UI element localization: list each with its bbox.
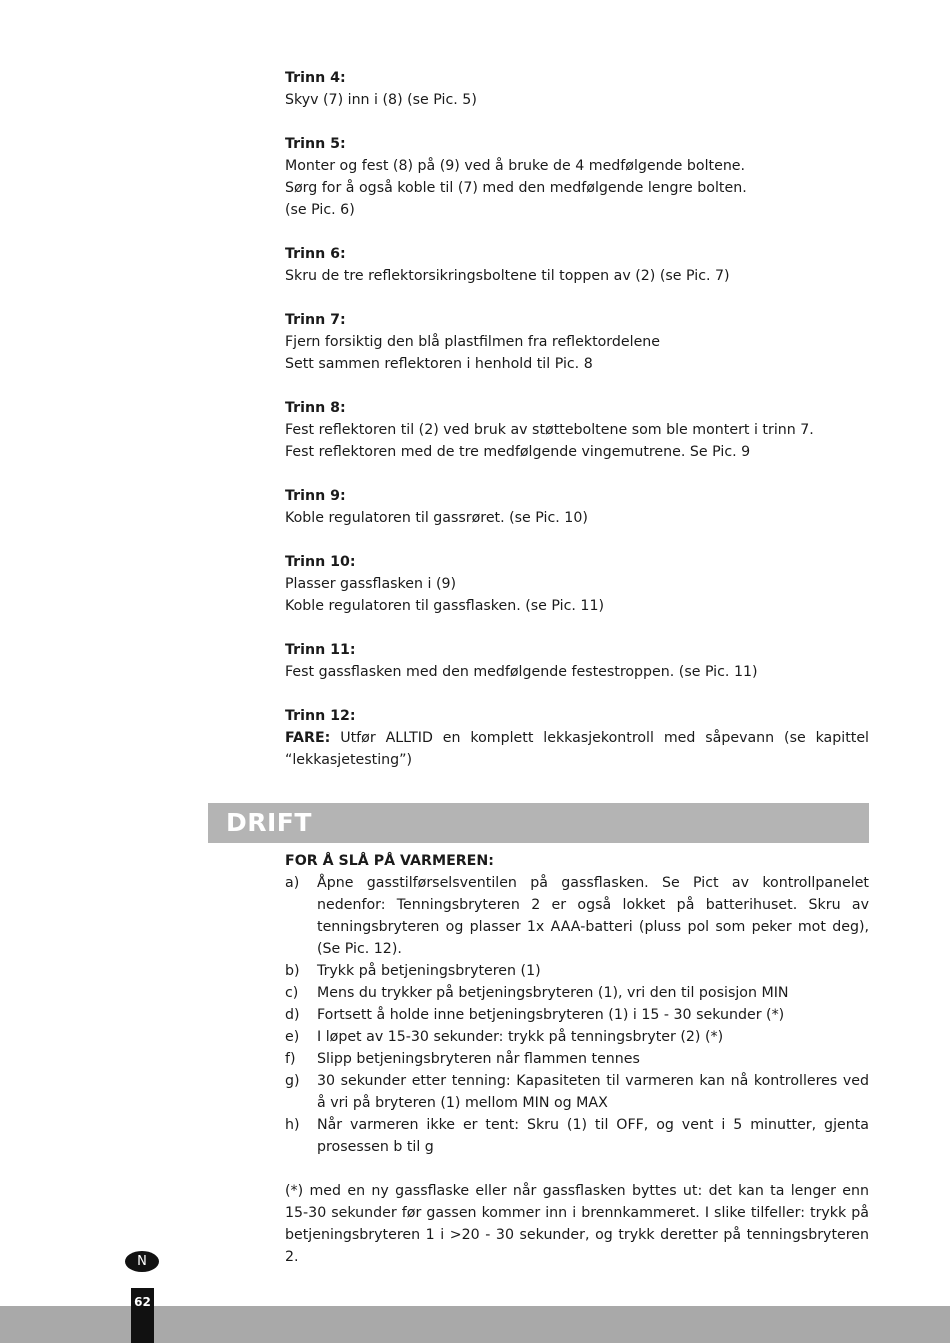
step-4 bbox=[285, 67, 869, 111]
step-title: Trinn 11: bbox=[285, 642, 356, 658]
step-line: Koble regulatoren til gassflasken. (se Pic. 11) bbox=[285, 598, 605, 614]
step-12 bbox=[285, 705, 869, 771]
step-title: Trinn 4: bbox=[285, 70, 346, 86]
step-title: Trinn 6: bbox=[285, 246, 346, 262]
list-text: Mens du trykker på betjeningsbryteren (1), vri den til posisjon MIN bbox=[317, 985, 789, 1001]
step-7 bbox=[285, 309, 869, 375]
danger-label: FARE: bbox=[285, 730, 331, 746]
list-key: c) bbox=[285, 985, 299, 1001]
step-10 bbox=[285, 551, 869, 617]
list-text: Fortsett å holde inne betjeningsbryteren (1) i 15 - 30 sekunder (*) bbox=[317, 1007, 785, 1023]
assembly-steps bbox=[285, 67, 869, 793]
step-line: Sett sammen reflektoren i henhold til Pic. 8 bbox=[285, 356, 593, 372]
step-line: Fjern forsiktig den blå plastfilmen fra reflektordelene bbox=[285, 334, 661, 350]
step-title: Trinn 8: bbox=[285, 400, 346, 416]
list-key: e) bbox=[285, 1029, 300, 1045]
list-key: a) bbox=[285, 875, 300, 891]
step-line: Skyv (7) inn i (8) (se Pic. 5) bbox=[285, 92, 477, 108]
language-badge: N bbox=[125, 1251, 159, 1272]
step-title: Trinn 5: bbox=[285, 136, 346, 152]
operation-section bbox=[285, 850, 869, 1268]
list-text: 30 sekunder etter tenning: Kapasiteten til varmeren kan nå kontrolleres ved å vri på bryteren (1) mellom MIN og MAX bbox=[317, 1073, 869, 1111]
list-key: d) bbox=[285, 1007, 300, 1023]
step-9 bbox=[285, 485, 869, 529]
step-line: Skru de tre reflektorsikringsboltene til toppen av (2) (se Pic. 7) bbox=[285, 268, 730, 284]
list-item bbox=[285, 1114, 869, 1158]
step-line: Koble regulatoren til gassrøret. (se Pic. 10) bbox=[285, 510, 588, 526]
step-8 bbox=[285, 397, 869, 463]
section-banner bbox=[208, 803, 869, 843]
page-number: 62 bbox=[131, 1288, 154, 1343]
list-item bbox=[285, 1048, 869, 1070]
step-title: Trinn 10: bbox=[285, 554, 356, 570]
list-item bbox=[285, 1004, 869, 1026]
step-line: Monter og fest (8) på (9) ved å bruke de 4 medfølgende boltene. bbox=[285, 158, 746, 174]
step-line: (se Pic. 6) bbox=[285, 202, 355, 218]
list-text: Når varmeren ikke er tent: Skru (1) til OFF, og vent i 5 minutter, gjenta prosessen b til g bbox=[317, 1117, 869, 1155]
list-item bbox=[285, 1070, 869, 1114]
step-11 bbox=[285, 639, 869, 683]
operation-note: (*) med en ny gassflaske eller når gassflasken byttes ut: det kan ta lenger enn 15-30 sekunder før gassen kommer inn i brennkammeret. I slike tilfeller: trykk på betjeningsbryteren 1 i >20 - 30 sekunder, og trykk deretter på tenningsbryteren 2. bbox=[285, 1183, 869, 1265]
list-text: I løpet av 15-30 sekunder: trykk på tenningsbryter (2) (*) bbox=[317, 1029, 724, 1045]
operation-heading: FOR Å SLÅ PÅ VARMEREN: bbox=[285, 853, 494, 869]
list-text: Slipp betjeningsbryteren når flammen tennes bbox=[317, 1051, 640, 1067]
step-line: Sørg for å også koble til (7) med den medfølgende lengre bolten. bbox=[285, 180, 747, 196]
list-item bbox=[285, 982, 869, 1004]
list-key: h) bbox=[285, 1117, 300, 1133]
danger-warning bbox=[285, 727, 869, 771]
step-line: Fest reflektoren med de tre medfølgende vingemutrene. Se Pic. 9 bbox=[285, 444, 751, 460]
step-title: Trinn 9: bbox=[285, 488, 346, 504]
step-6 bbox=[285, 243, 869, 287]
step-title: Trinn 7: bbox=[285, 312, 346, 328]
list-item bbox=[285, 960, 869, 982]
step-line: Fest reflektoren til (2) ved bruk av støtteboltene som ble montert i trinn 7. bbox=[285, 422, 814, 438]
list-item bbox=[285, 1026, 869, 1048]
list-key: g) bbox=[285, 1073, 300, 1089]
list-item bbox=[285, 872, 869, 960]
danger-text: Utfør ALLTID en komplett lekkasjekontroll med såpevann (se kapittel “lekkasjetesting”) bbox=[285, 730, 869, 768]
step-line: Fest gassflasken med den medfølgende festestroppen. (se Pic. 11) bbox=[285, 664, 758, 680]
step-5 bbox=[285, 133, 869, 221]
list-key: f) bbox=[285, 1051, 296, 1067]
step-line: Plasser gassflasken i (9) bbox=[285, 576, 457, 592]
list-key: b) bbox=[285, 963, 300, 979]
step-title: Trinn 12: bbox=[285, 708, 356, 724]
section-title: DRIFT bbox=[226, 808, 312, 837]
list-text: Trykk på betjeningsbryteren (1) bbox=[317, 963, 541, 979]
list-text: Åpne gasstilførselsventilen på gassflasken. Se Pict av kontrollpanelet nedenfor: Tenningsbryteren 2 er også lokket på batterihuset. Skru av tenningsbryteren og plasser 1x AAA-batteri (pluss pol som peker mot deg), (Se Pic. 12). bbox=[317, 875, 869, 957]
